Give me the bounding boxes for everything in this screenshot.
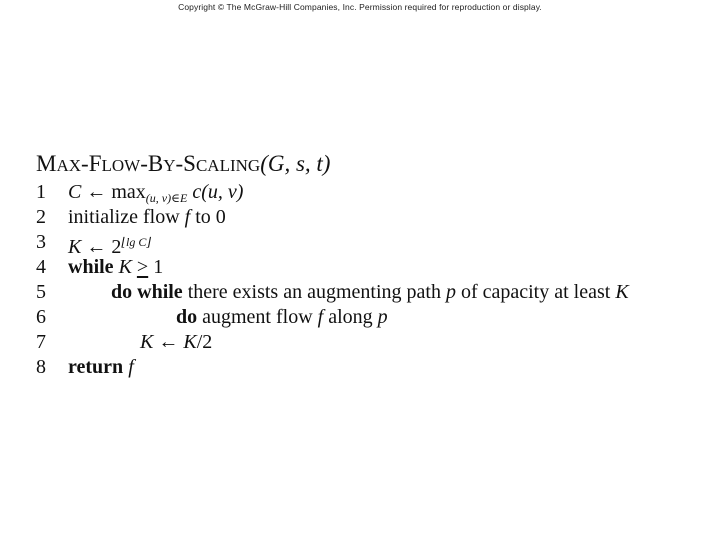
power-base: 2 [111, 236, 122, 258]
copyright-notice: Copyright © The McGraw-Hill Companies, Inc. Permission required for reproduction or display. [178, 2, 542, 12]
title-part: S [183, 151, 196, 176]
title-part: - [175, 151, 184, 176]
pseudocode-line [36, 255, 706, 280]
power-exponent: ⌊lg C⌋ [121, 235, 152, 249]
pseudocode-line [36, 355, 706, 380]
assign-arrow: ← [86, 236, 107, 258]
title-part: AX [56, 156, 82, 175]
line-code [176, 305, 388, 330]
title-part: B [147, 151, 164, 176]
line-text: of capacity at least [460, 281, 611, 303]
var-k: K [615, 281, 629, 303]
line-number: 1 [36, 181, 46, 203]
pseudocode-line [36, 180, 706, 205]
assign-arrow: ← [86, 181, 107, 203]
title-part: M [36, 151, 57, 176]
assign-arrow: ← [158, 331, 179, 353]
line-text: along [328, 306, 373, 328]
var-k: K [140, 331, 154, 353]
line-text: initialize flow [68, 206, 180, 228]
max-subscript: (u, v)∈E [145, 191, 188, 205]
keyword-do: do [176, 306, 198, 328]
title-part: - [140, 151, 148, 176]
keyword-do-while: do while [111, 281, 183, 303]
line-text: augment flow [202, 306, 313, 328]
pseudocode-line [36, 330, 706, 355]
var-k: K [68, 236, 82, 258]
line-text: there exists an augmenting path [187, 281, 441, 303]
var-f: f [128, 356, 134, 378]
pseudocode-line [36, 230, 706, 258]
capacity-expr: c(u, v) [192, 181, 244, 203]
line-text: /2 [196, 331, 213, 353]
line-number: 3 [36, 231, 46, 253]
line-code [68, 255, 163, 280]
line-code [140, 330, 212, 355]
algorithm-title [36, 148, 706, 180]
var-k: K [118, 256, 132, 278]
var-c: C [68, 181, 82, 203]
line-number: 5 [36, 281, 46, 303]
var-k: K [183, 331, 197, 353]
var-p: p [445, 281, 456, 303]
title-part: F [88, 151, 102, 176]
line-code [111, 280, 629, 305]
keyword-return: return [68, 356, 124, 378]
line-text: 1 [153, 256, 164, 278]
line-code [68, 205, 226, 230]
line-number: 7 [36, 331, 46, 353]
line-number: 2 [36, 206, 46, 228]
line-code [68, 355, 134, 380]
title-part: LOW [101, 156, 141, 175]
title-part: - [81, 151, 89, 176]
title-part: Y [163, 156, 176, 175]
var-f: f [317, 306, 324, 328]
keyword-while: while [68, 256, 114, 278]
algorithm-params: (G, s, t) [260, 151, 331, 176]
pseudocode-line [36, 305, 706, 330]
pseudocode-line [36, 280, 706, 305]
max-operator: max [111, 181, 146, 203]
ge-operator: > [136, 256, 149, 278]
var-p: p [377, 306, 388, 328]
line-number: 6 [36, 306, 46, 328]
pseudocode-line [36, 205, 706, 230]
line-number: 8 [36, 356, 46, 378]
line-number: 4 [36, 256, 46, 278]
title-part: CALING [195, 156, 261, 175]
pseudocode-block [36, 148, 706, 380]
var-f: f [184, 206, 191, 228]
line-text: to 0 [195, 206, 226, 228]
